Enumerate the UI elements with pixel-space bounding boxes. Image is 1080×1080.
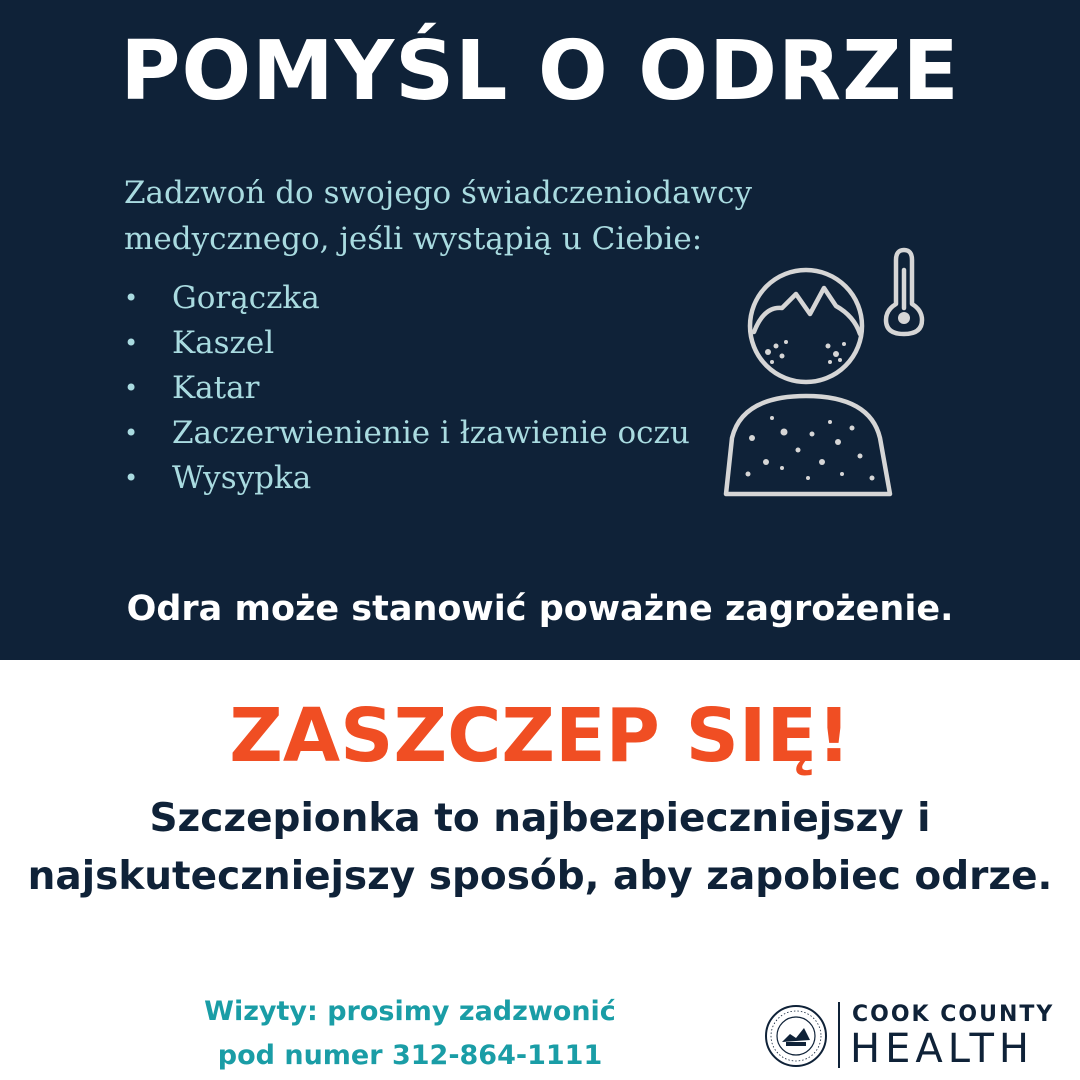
bullet: • bbox=[124, 329, 139, 357]
symptom-item bbox=[124, 411, 724, 456]
vaccine-line-1: Szczepionka to najbezpieczniejszy i bbox=[149, 796, 931, 841]
symptom-item bbox=[124, 321, 724, 366]
symptom-label: Gorączka bbox=[172, 280, 320, 316]
symptom-label: Zaczerwienienie i łzawienie oczu bbox=[172, 415, 690, 451]
logo-health: HEALTH bbox=[850, 1026, 1035, 1072]
cook-county-health-logo bbox=[764, 1000, 1064, 1072]
county-seal-icon bbox=[764, 1004, 828, 1068]
symptom-label: Katar bbox=[172, 370, 260, 406]
vaccine-line-2: najskuteczniejszy sposób, aby zapobiec odrze. bbox=[27, 854, 1053, 899]
logo-divider bbox=[838, 1002, 840, 1068]
intro-text bbox=[124, 170, 764, 262]
bullet: • bbox=[124, 464, 139, 492]
symptom-label: Wysypka bbox=[172, 460, 312, 496]
intro-line-2: medycznego, jeśli wystąpią u Ciebie: bbox=[124, 221, 703, 257]
bullet: • bbox=[124, 284, 139, 312]
symptom-label: Kaszel bbox=[172, 325, 275, 361]
appointment-phone: pod numer 312-864-1111 bbox=[217, 1040, 603, 1071]
logo-cook-county: COOK COUNTY bbox=[852, 1002, 1055, 1027]
symptom-list bbox=[124, 276, 724, 501]
intro-line-1: Zadzwoń do swojego świadczeniodawcy bbox=[124, 175, 753, 211]
headline: POMYŚL O ODRZE bbox=[120, 24, 960, 119]
appointment-info bbox=[140, 990, 680, 1078]
symptom-item bbox=[124, 366, 724, 411]
bullet: • bbox=[124, 374, 139, 402]
symptom-item bbox=[124, 276, 724, 321]
sick-person-with-rash-and-thermometer-icon bbox=[712, 242, 932, 502]
bullet: • bbox=[124, 419, 139, 447]
appointment-line-1: Wizyty: prosimy zadzwonić bbox=[204, 996, 616, 1027]
symptom-item bbox=[124, 456, 724, 501]
warning-text: Odra może stanowić poważne zagrożenie. bbox=[126, 589, 954, 629]
vaccine-message bbox=[0, 790, 1080, 906]
cta-headline: ZASZCZEP SIĘ! bbox=[229, 693, 851, 779]
